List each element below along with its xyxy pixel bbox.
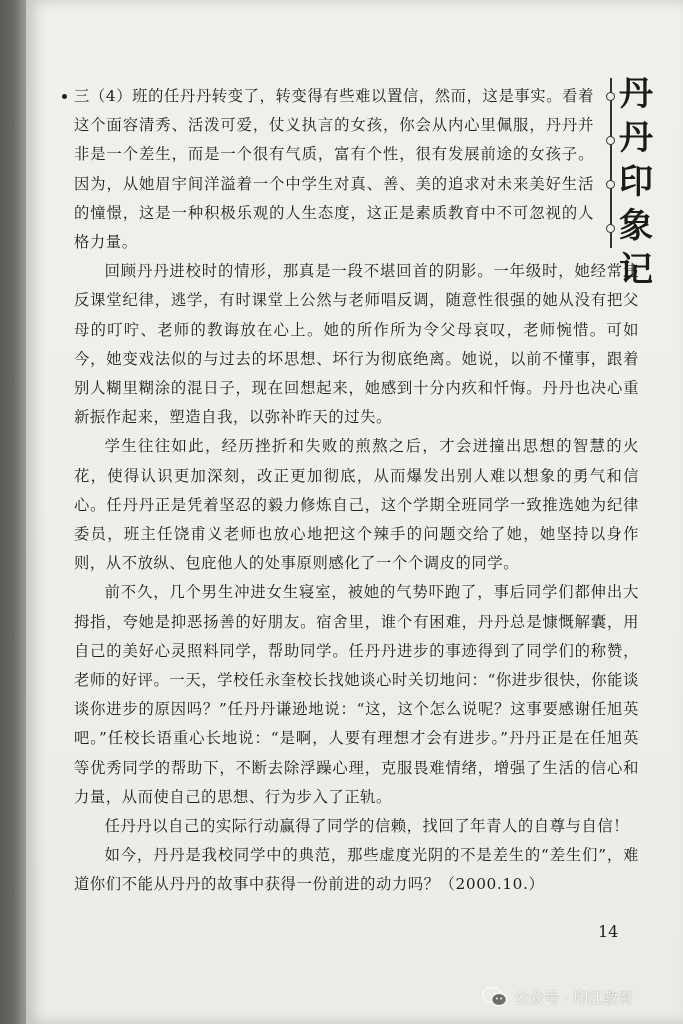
paragraph-3: 学生往往如此，经历挫折和失败的煎熬之后，才会迸撞出思想的智慧的火花，使得认识更加深刻，改正更加彻底，从而爆发出别人难以想象的勇气和信心。任丹丹正是凭着坚忍的毅力修炼自己，这个学期全班同学一致推选她为纪律委员，班主任饶甫义老师也放心地把这个辣手的问题交给了她，她坚持以身作则，从不放纵、包庇他人的处事原则感化了一个个调皮的同学。 (74, 437, 639, 573)
banner-dot (606, 136, 615, 145)
paragraph-2: 回顾丹丹进校时的情形，那真是一段不堪回首的阴影。一年级时，她经常违反课堂纪律，逃学，有时课堂上公然与老师唱反调，随意性很强的她从没有把父母的叮咛、老师的教诲放在心上。她的所作所为令父母哀叹，老师惋惜。可如今，她变戏法似的与过去的坏思想、坏行为彻底绝离。她说，以前不懂事，跟着别人糊里糊涂的混日子，现在回想起来，她感到十分内疚和忏悔。丹丹也决心重新振作起来，塑造自我，以弥补昨天的过失。 (74, 262, 639, 427)
wechat-icon (482, 986, 508, 1008)
watermark-text: 公众号 · 印江教育 (514, 988, 634, 1007)
banner-char: 象 (619, 206, 653, 246)
page-number: 14 (598, 922, 619, 941)
paragraph-6: 如今，丹丹是我校同学中的典范，那些虚度光阴的不是差生的“差生们”，难道你们不能从丹丹的故事中获得一份前进的动力吗？（2000.10.） (74, 846, 639, 894)
book-page (26, 0, 683, 1024)
banner-dot (606, 180, 615, 189)
article-body (74, 82, 639, 900)
paragraph-5: 任丹丹以自己的实际行动赢得了同学的信赖，找回了年青人的自尊与自信！ (104, 817, 630, 836)
paragraph-1: 三（4）班的任丹丹转变了，转变得有些难以置信，然而，这是事实。看着这个面容清秀、活泼可爱，仗义执言的女孩，你会从内心里佩服，丹丹并非是一个差生，而是一个很有气质，富有个性，很有发展前途的女孩子。因为，从她眉宇间洋溢着一个中学生对真、善、美的追求对未来美好生活的憧憬，这是一种积极乐观的人生态度，这正是素质教育中不可忽视的人格力量。 (74, 87, 594, 252)
banner-char: 印 (619, 162, 653, 202)
banner-char: 丹 (619, 74, 653, 114)
banner-rule (610, 78, 612, 248)
banner-dot (606, 224, 615, 233)
paragraph-4: 前不久，几个男生冲进女生寝室，被她的气势吓跑了，事后同学们都伸出大拇指，夸她是抑恶扬善的好朋友。宿舍里，谁个有困难，丹丹总是慷慨解囊，用自己的美好心灵照料同学，帮助同学。任丹丹进步的事迹得到了同学们的称赞，老师的好评。一天，学校任永奎校长找她谈心时关切地问：“你进步很快，你能谈谈你进步的原因吗？”任丹丹谦逊地说：“这，这个怎么说呢？这事要感谢任旭英吧。”任校长语重心长地说：“是啊，人要有理想才会有进步。”丹丹正是在任旭英等优秀同学的帮助下，不断去除浮躁心理，克服畏难情绪，增强了生活的信心和力量，从而使自己的思想、行为步入了正轨。 (74, 583, 639, 806)
account-watermark (482, 984, 633, 1010)
title-banner (616, 72, 656, 290)
bullet-mark (62, 94, 67, 99)
banner-char: 记 (619, 250, 653, 290)
banner-dot (606, 92, 615, 101)
banner-char: 丹 (619, 118, 653, 158)
